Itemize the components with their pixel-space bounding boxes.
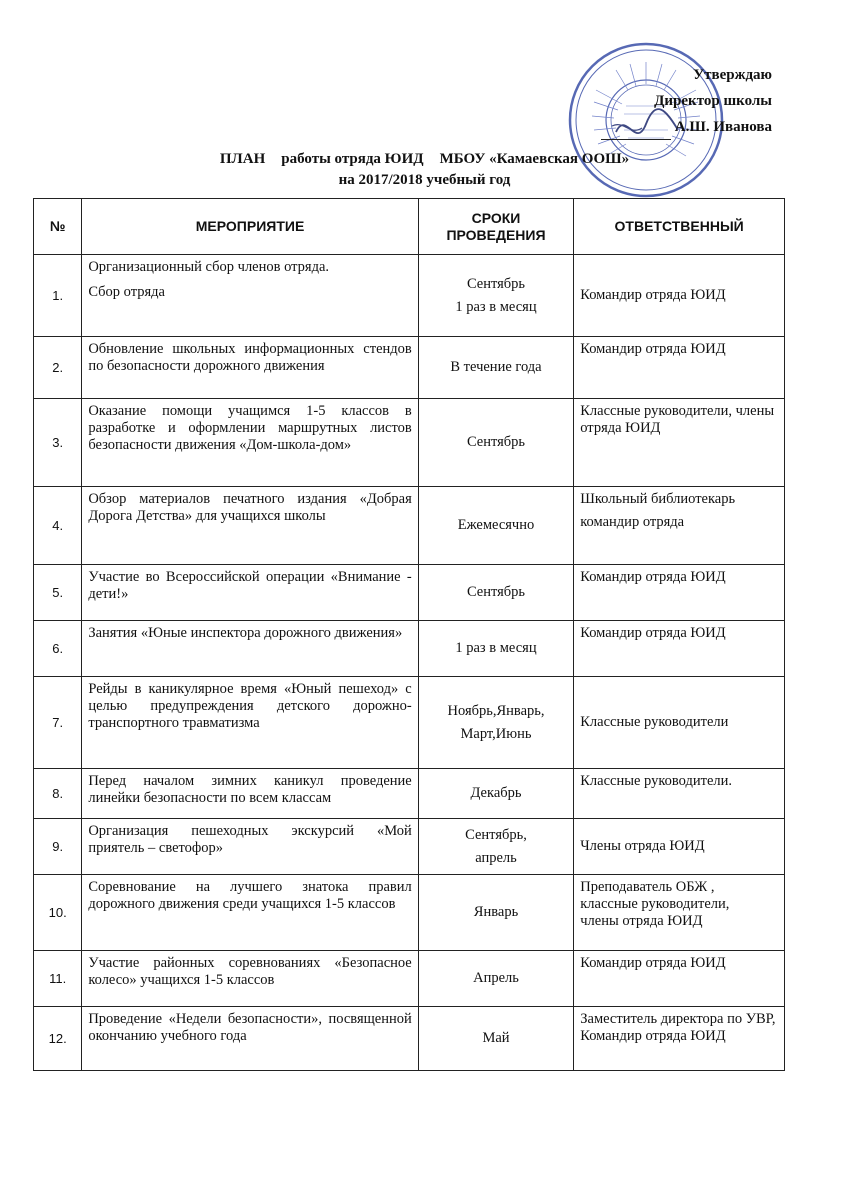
dates-text: апрель: [475, 849, 517, 866]
event-text: Сбор отряда: [88, 284, 165, 300]
row-dates: [418, 255, 574, 337]
dates-text: 1 раз в месяц: [455, 640, 537, 656]
approval-block: [601, 62, 772, 140]
responsible-text: Классные руководители, члены отряда ЮИД: [580, 403, 775, 436]
row-responsible: [574, 399, 785, 487]
row-number: 9.: [34, 819, 82, 875]
row-number: 3.: [34, 399, 82, 487]
event-text: Проведение «Недели безопасности», посвященной окончанию учебного года: [88, 1011, 412, 1044]
title-squad: работы отряда ЮИД: [281, 151, 424, 167]
row-event: [82, 951, 418, 1007]
row-event: [82, 1007, 418, 1071]
table-row: [34, 951, 785, 1007]
header-event: МЕРОПРИЯТИЕ: [82, 199, 418, 255]
row-responsible: [574, 677, 785, 769]
row-number: 1.: [34, 255, 82, 337]
row-event: [82, 487, 418, 565]
row-dates: [418, 819, 574, 875]
dates-text: Март,Июнь: [460, 725, 532, 742]
row-event: [82, 875, 418, 951]
event-text: Соревнование на лучшего знатока правил дорожного движения среди учащихся 1-5 классов: [88, 879, 412, 912]
event-text: Рейды в каникулярное время «Юный пешеход» с целью предупреждения детского дорожно-транспортного травматизма: [88, 681, 412, 731]
row-number: 2.: [34, 337, 82, 399]
row-dates: [418, 621, 574, 677]
responsible-text: Командир отряда ЮИД: [580, 569, 726, 585]
responsible-text: члены отряда ЮИД: [580, 913, 703, 929]
row-event: [82, 819, 418, 875]
row-responsible: [574, 621, 785, 677]
approval-signature-line: [601, 114, 772, 140]
row-number: 11.: [34, 951, 82, 1007]
table-body: [34, 255, 785, 1071]
row-number: 10.: [34, 875, 82, 951]
page-title: [0, 147, 849, 171]
event-text: Занятия «Юные инспектора дорожного движения»: [88, 625, 403, 641]
table-row: [34, 875, 785, 951]
table-row: [34, 769, 785, 819]
row-responsible: [574, 337, 785, 399]
table-row: [34, 399, 785, 487]
header-dates: СРОКИ ПРОВЕДЕНИЯ: [418, 199, 574, 255]
row-responsible: [574, 1007, 785, 1071]
row-dates: [418, 875, 574, 951]
row-event: [82, 565, 418, 621]
row-number: 6.: [34, 621, 82, 677]
event-text: Участие во Всероссийской операции «Внимание - дети!»: [88, 569, 412, 602]
row-event: [82, 677, 418, 769]
row-dates: [418, 677, 574, 769]
row-event: [82, 769, 418, 819]
dates-text: Сентябрь: [466, 584, 526, 600]
event-text: Оказание помощи учащимся 1-5 классов в разработке и оформлении маршрутных листов безопасности движения «Дом-школа-дом»: [88, 403, 412, 453]
title-plan: ПЛАН: [219, 151, 266, 167]
row-event: [82, 337, 418, 399]
dates-text: Ежемесячно: [457, 517, 535, 533]
row-dates: [418, 399, 574, 487]
responsible-text: Командир отряда ЮИД: [580, 341, 726, 357]
row-responsible: [574, 819, 785, 875]
event-text: Обзор материалов печатного издания «Добрая Дорога Детства» для учащихся школы: [88, 491, 412, 524]
responsible-text: Школьный библиотекарь: [580, 491, 736, 507]
responsible-text: командир отряда: [580, 514, 685, 530]
row-responsible: [574, 487, 785, 565]
event-text: Организация пешеходных экскурсий «Мой приятель – светофор»: [88, 823, 412, 856]
row-number: 5.: [34, 565, 82, 621]
responsible-text: Заместитель директора по УВР, Командир отряда ЮИД: [580, 1011, 776, 1044]
dates-text: Сентябрь: [466, 275, 526, 292]
responsible-text: Командир отряда ЮИД: [580, 955, 726, 971]
row-dates: [418, 487, 574, 565]
dates-text: Апрель: [473, 970, 519, 986]
dates-text: Сентябрь: [466, 434, 526, 450]
dates-text: Май: [482, 1030, 510, 1046]
dates-text: В течение года: [450, 359, 542, 375]
row-number: 7.: [34, 677, 82, 769]
responsible-text: Классные руководители.: [580, 773, 733, 789]
row-dates: [418, 1007, 574, 1071]
row-responsible: [574, 875, 785, 951]
row-number: 12.: [34, 1007, 82, 1071]
responsible-text: Члены отряда ЮИД: [580, 838, 705, 854]
approval-director-name: А.Ш. Иванова: [674, 119, 772, 135]
table-row: [34, 337, 785, 399]
event-text: Организационный сбор членов отряда.: [88, 259, 330, 275]
responsible-text: Классные руководители: [580, 714, 729, 730]
header-responsible: ОТВЕТСТВЕННЫЙ: [574, 199, 785, 255]
row-event: [82, 399, 418, 487]
approval-title: Утверждаю: [693, 67, 772, 83]
dates-text: Январь: [473, 904, 519, 920]
dates-text: Декабрь: [470, 785, 522, 801]
row-dates: [418, 337, 574, 399]
title-school: МБОУ «Камаевская ООШ»: [439, 151, 630, 167]
row-number: 4.: [34, 487, 82, 565]
responsible-text: Командир отряда ЮИД: [580, 625, 726, 641]
row-responsible: [574, 769, 785, 819]
event-text: Участие районных соревнованиях «Безопасное колесо» учащихся 1-5 классов: [88, 955, 412, 988]
table-row: [34, 565, 785, 621]
dates-text: Сентябрь,: [465, 826, 527, 843]
table-row: [34, 621, 785, 677]
row-event: [82, 255, 418, 337]
responsible-text: классные руководители,: [580, 896, 730, 912]
row-responsible: [574, 951, 785, 1007]
table-row: [34, 1007, 785, 1071]
plan-table: [33, 198, 785, 1071]
responsible-text: Командир отряда ЮИД: [580, 287, 726, 303]
table-row: [34, 255, 785, 337]
approval-position: Директор школы: [654, 93, 772, 109]
dates-text: Ноябрь,Январь,: [447, 702, 545, 719]
event-text: Обновление школьных информационных стендов по безопасности дорожного движения: [88, 341, 412, 374]
event-text: Перед началом зимних каникул проведение линейки безопасности по всем классам: [88, 773, 412, 806]
row-responsible: [574, 565, 785, 621]
row-responsible: [574, 255, 785, 337]
table-header-row: [34, 199, 785, 255]
row-dates: [418, 951, 574, 1007]
page-subtitle: на 2017/2018 учебный год: [338, 172, 511, 188]
table-row: [34, 487, 785, 565]
row-dates: [418, 769, 574, 819]
table-row: [34, 819, 785, 875]
dates-text: 1 раз в месяц: [455, 298, 537, 315]
table-row: [34, 677, 785, 769]
row-event: [82, 621, 418, 677]
header-number: №: [34, 199, 82, 255]
signature-underline: [601, 139, 671, 140]
responsible-text: Преподаватель ОБЖ ,: [580, 879, 715, 895]
row-number: 8.: [34, 769, 82, 819]
row-dates: [418, 565, 574, 621]
